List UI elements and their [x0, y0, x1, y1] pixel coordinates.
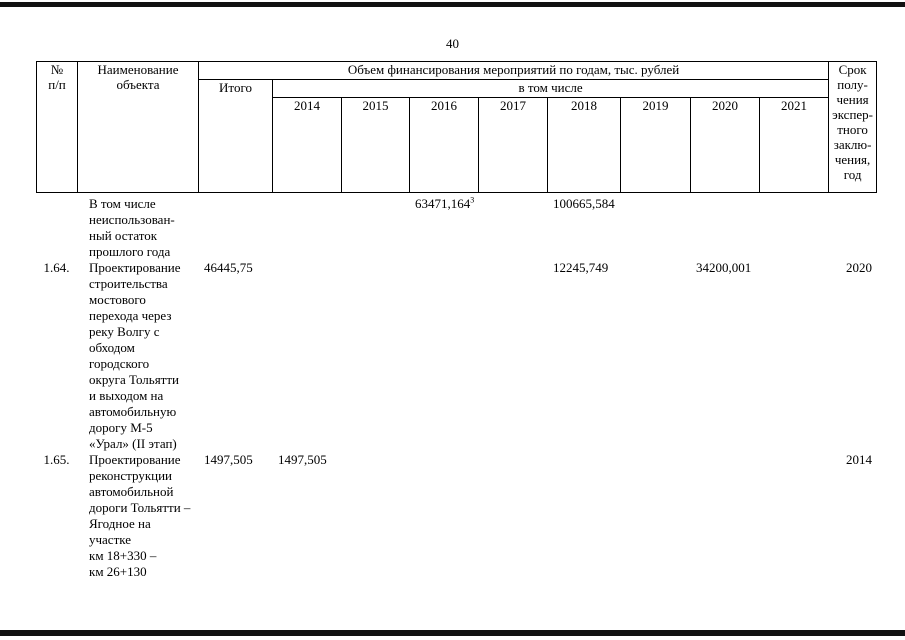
header-including: в том числе	[273, 80, 829, 98]
row-total: 46445,75	[204, 260, 253, 275]
header-year: 2017	[479, 98, 548, 193]
row-2014: 1497,505	[278, 452, 327, 467]
table-row	[36, 260, 876, 452]
top-border-rule	[0, 2, 905, 7]
table-body	[36, 196, 876, 580]
header-year: 2020	[691, 98, 760, 193]
header-year: 2015	[342, 98, 410, 193]
header-year: 2018	[548, 98, 621, 193]
header-year: 2019	[621, 98, 691, 193]
row-num	[36, 196, 77, 260]
header-year: 2021	[760, 98, 829, 193]
row-2016	[409, 260, 478, 452]
row-deadline: 2014	[846, 452, 872, 467]
row-2021	[759, 452, 828, 580]
row-deadline: 2020	[846, 260, 872, 275]
row-2016	[409, 452, 478, 580]
header-deadline: Срок полу- чения экспер- тного заклю- чения, год	[829, 62, 877, 193]
table-row	[36, 452, 876, 580]
row-2015	[341, 196, 409, 260]
row-num: 1.65.	[43, 452, 70, 467]
bottom-border-rule	[0, 630, 905, 636]
table-header	[36, 61, 877, 193]
row-2020	[690, 196, 759, 260]
header-year: 2016	[410, 98, 479, 193]
row-total	[198, 196, 272, 260]
row-deadline	[828, 196, 876, 260]
row-2019	[620, 452, 690, 580]
row-2015	[341, 260, 409, 452]
row-2017	[478, 452, 547, 580]
value-2016: 63471,164	[415, 196, 471, 211]
table-row	[36, 196, 876, 260]
row-2016	[409, 196, 478, 260]
row-2015	[341, 452, 409, 580]
row-2014	[272, 196, 341, 260]
row-2018: 100665,584	[553, 196, 615, 211]
row-name: Проектирование реконструкции автомобильной дороги Тольятти – Ягодное на участке км 18+330 – км 26+130	[89, 452, 191, 579]
header-num: № п/п	[37, 62, 78, 193]
row-total: 1497,505	[204, 452, 253, 467]
header-financing: Объем финансирования мероприятий по годам, тыс. рублей	[199, 62, 829, 80]
row-name: Проектирование строительства мостового перехода через реку Волгу с обходом городского округа Тольятти и выходом на автомобильную дорогу М-5 «Урал» (II этап)	[89, 260, 181, 451]
page-number: 40	[446, 36, 459, 51]
header-name: Наименование объекта	[78, 62, 199, 193]
row-2014	[272, 260, 341, 452]
footnote-marker: 3	[470, 195, 475, 205]
row-2018: 12245,749	[553, 260, 609, 275]
row-num: 1.64.	[43, 260, 70, 275]
header-total: Итого	[199, 80, 273, 193]
row-2020: 34200,001	[696, 260, 752, 275]
row-2017	[478, 260, 547, 452]
row-2017	[478, 196, 547, 260]
row-name: В том числе неиспользован- ный остаток прошлого года	[89, 196, 175, 259]
row-2018	[547, 452, 620, 580]
row-2021	[759, 260, 828, 452]
row-2019	[620, 260, 690, 452]
row-2021	[759, 196, 828, 260]
row-2020	[690, 452, 759, 580]
row-2019	[620, 196, 690, 260]
header-year: 2014	[273, 98, 342, 193]
